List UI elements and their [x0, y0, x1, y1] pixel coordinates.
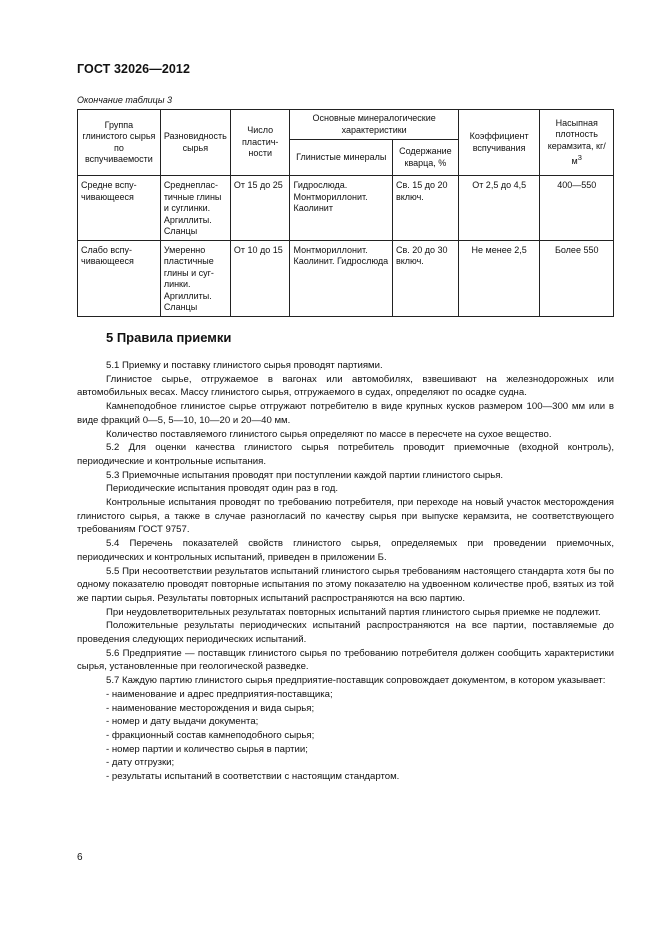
table-row: [78, 240, 614, 316]
list-item: - номер партии и количество сырья в партии;: [106, 743, 308, 755]
cell-group: Средне вспу-чивающееся: [78, 176, 161, 241]
paragraph: 5.1 Приемку и поставку глинистого сырья проводят партиями.: [106, 360, 383, 371]
list-item: - наименование и адрес предприятия-поставщика;: [106, 688, 333, 700]
list-item: - результаты испытаний в соответствии с настоящим стандартом.: [106, 771, 400, 783]
paragraph: При неудовлетворительных результатах повторных испытаний партия глинистого сырья приемке не подлежит.: [106, 606, 601, 618]
paragraph: Глинистое сырье, отгружаемое в вагонах или автомобилях, взвешивают на железнодорожных или автомобильных весах. Массу глинистого сырья, отгружаемого в судах, определяют по осадке судна.: [77, 373, 614, 399]
cell-variety: Умеренно пластичные глины и суг-линки. Аргиллиты. Сланцы: [160, 240, 230, 316]
header-mineral-characteristics: Основные минералогические характеристики: [290, 110, 458, 140]
cell-quartz: Св. 20 до 30 включ.: [392, 240, 458, 316]
cell-quartz: Св. 15 до 20 включ.: [392, 176, 458, 241]
paragraph: Положительные результаты периодических испытаний распространяются на все партии, поставляемые до проведения следующих периодических испытаний.: [77, 620, 614, 646]
section-body: [77, 359, 614, 784]
paragraph: 5.5 При несоответствии результатов испытаний глинистого сырья требованиям настоящего стандарта хотя бы по одному показателю проводят повторные испытания по этому показателю на удвоенном количестве проб, взятых из той же партии сырья. Результаты повторных испытаний распространяются на всю партию.: [77, 565, 614, 604]
page-number: 6: [77, 852, 83, 863]
cell-clay-minerals: Монтмориллонит. Каолинит. Гидрослюда: [290, 240, 393, 316]
mineral-table: [77, 109, 614, 317]
paragraph: 5.7 Каждую партию глинистого сырья предприятие-поставщик сопровождает документом, в котором указывает:: [106, 675, 606, 687]
paragraph: Контрольные испытания проводят по требованию потребителя, при переходе на новый участок месторождения глинистого сырья, а также в случае разногласий по качеству сырья при выпуске керамзита, не соответствующего требованиям ГОСТ 9757.: [77, 497, 614, 536]
header-density-label: Насыпная плотность керамзита, кг/м: [547, 117, 606, 166]
list-item: - фракционный состав камнеподобного сырья;: [106, 729, 315, 741]
header-variety: Разновидность сырья: [160, 110, 230, 176]
header-group: Группа глинистого сырья по вспучиваемости: [78, 110, 161, 176]
cell-density: Более 550: [540, 240, 614, 316]
cell-plasticity: От 15 до 25: [230, 176, 290, 241]
header-density-exponent: 3: [577, 153, 582, 162]
paragraph: Камнеподобное глинистое сырье отгружают потребителю в виде крупных кусков размером 100—300 мм или в виде фракций 0—5, 5—10, 10—20 и 20—40 мм.: [77, 401, 614, 426]
header-coefficient: Коэффициент вспучивания: [458, 110, 540, 176]
cell-coefficient: Не менее 2,5: [458, 240, 540, 316]
cell-plasticity: От 10 до 15: [230, 240, 290, 316]
header-plasticity: Число пластич-ности: [230, 110, 290, 176]
paragraph: 5.3 Приемочные испытания проводят при поступлении каждой партии глинистого сырья.: [106, 469, 504, 481]
paragraph: 5.6 Предприятие — поставщик глинистого сырья по требованию потребителя должен сообщить характеристики сырья, установленные при геологической разведке.: [77, 647, 614, 673]
cell-group: Слабо вспу-чивающееся: [78, 240, 161, 316]
paragraph: Количество поставляемого глинистого сырья определяют по массе в пересчете на сухое вещество.: [106, 428, 552, 440]
cell-variety: Среднеплас-тичные глины и суглинки. Аргиллиты. Сланцы: [160, 176, 230, 241]
section-title: 5 Правила приемки: [106, 330, 232, 345]
paragraph: 5.4 Перечень показателей свойств глинистого сырья, определяемых при проведении приемочных, периодических и контрольных испытаний, приведен в приложении Б.: [77, 538, 614, 563]
header-clay-minerals: Глинистые минералы: [290, 140, 393, 176]
paragraph: 5.2 Для оценки качества глинистого сырья потребитель проводит приемочные (входной контроль), периодические и контрольные испытания.: [77, 442, 614, 467]
list-item: - номер и дату выдачи документа;: [106, 716, 259, 728]
table-row: [78, 176, 614, 241]
paragraph: Периодические испытания проводят один раз в год.: [106, 483, 339, 495]
cell-clay-minerals: Гидрослюда. Монтмориллонит. Каолинит: [290, 176, 393, 241]
list-item: - дату отгрузки;: [106, 757, 175, 769]
header-quartz: Содержание кварца, %: [392, 140, 458, 176]
header-density: [540, 110, 614, 176]
table-caption: Окончание таблицы 3: [77, 95, 172, 105]
cell-density: 400—550: [540, 176, 614, 241]
document-header: ГОСТ 32026—2012: [77, 62, 191, 76]
cell-coefficient: От 2,5 до 4,5: [458, 176, 540, 241]
list-item: - наименование месторождения и вида сырья;: [106, 702, 315, 714]
